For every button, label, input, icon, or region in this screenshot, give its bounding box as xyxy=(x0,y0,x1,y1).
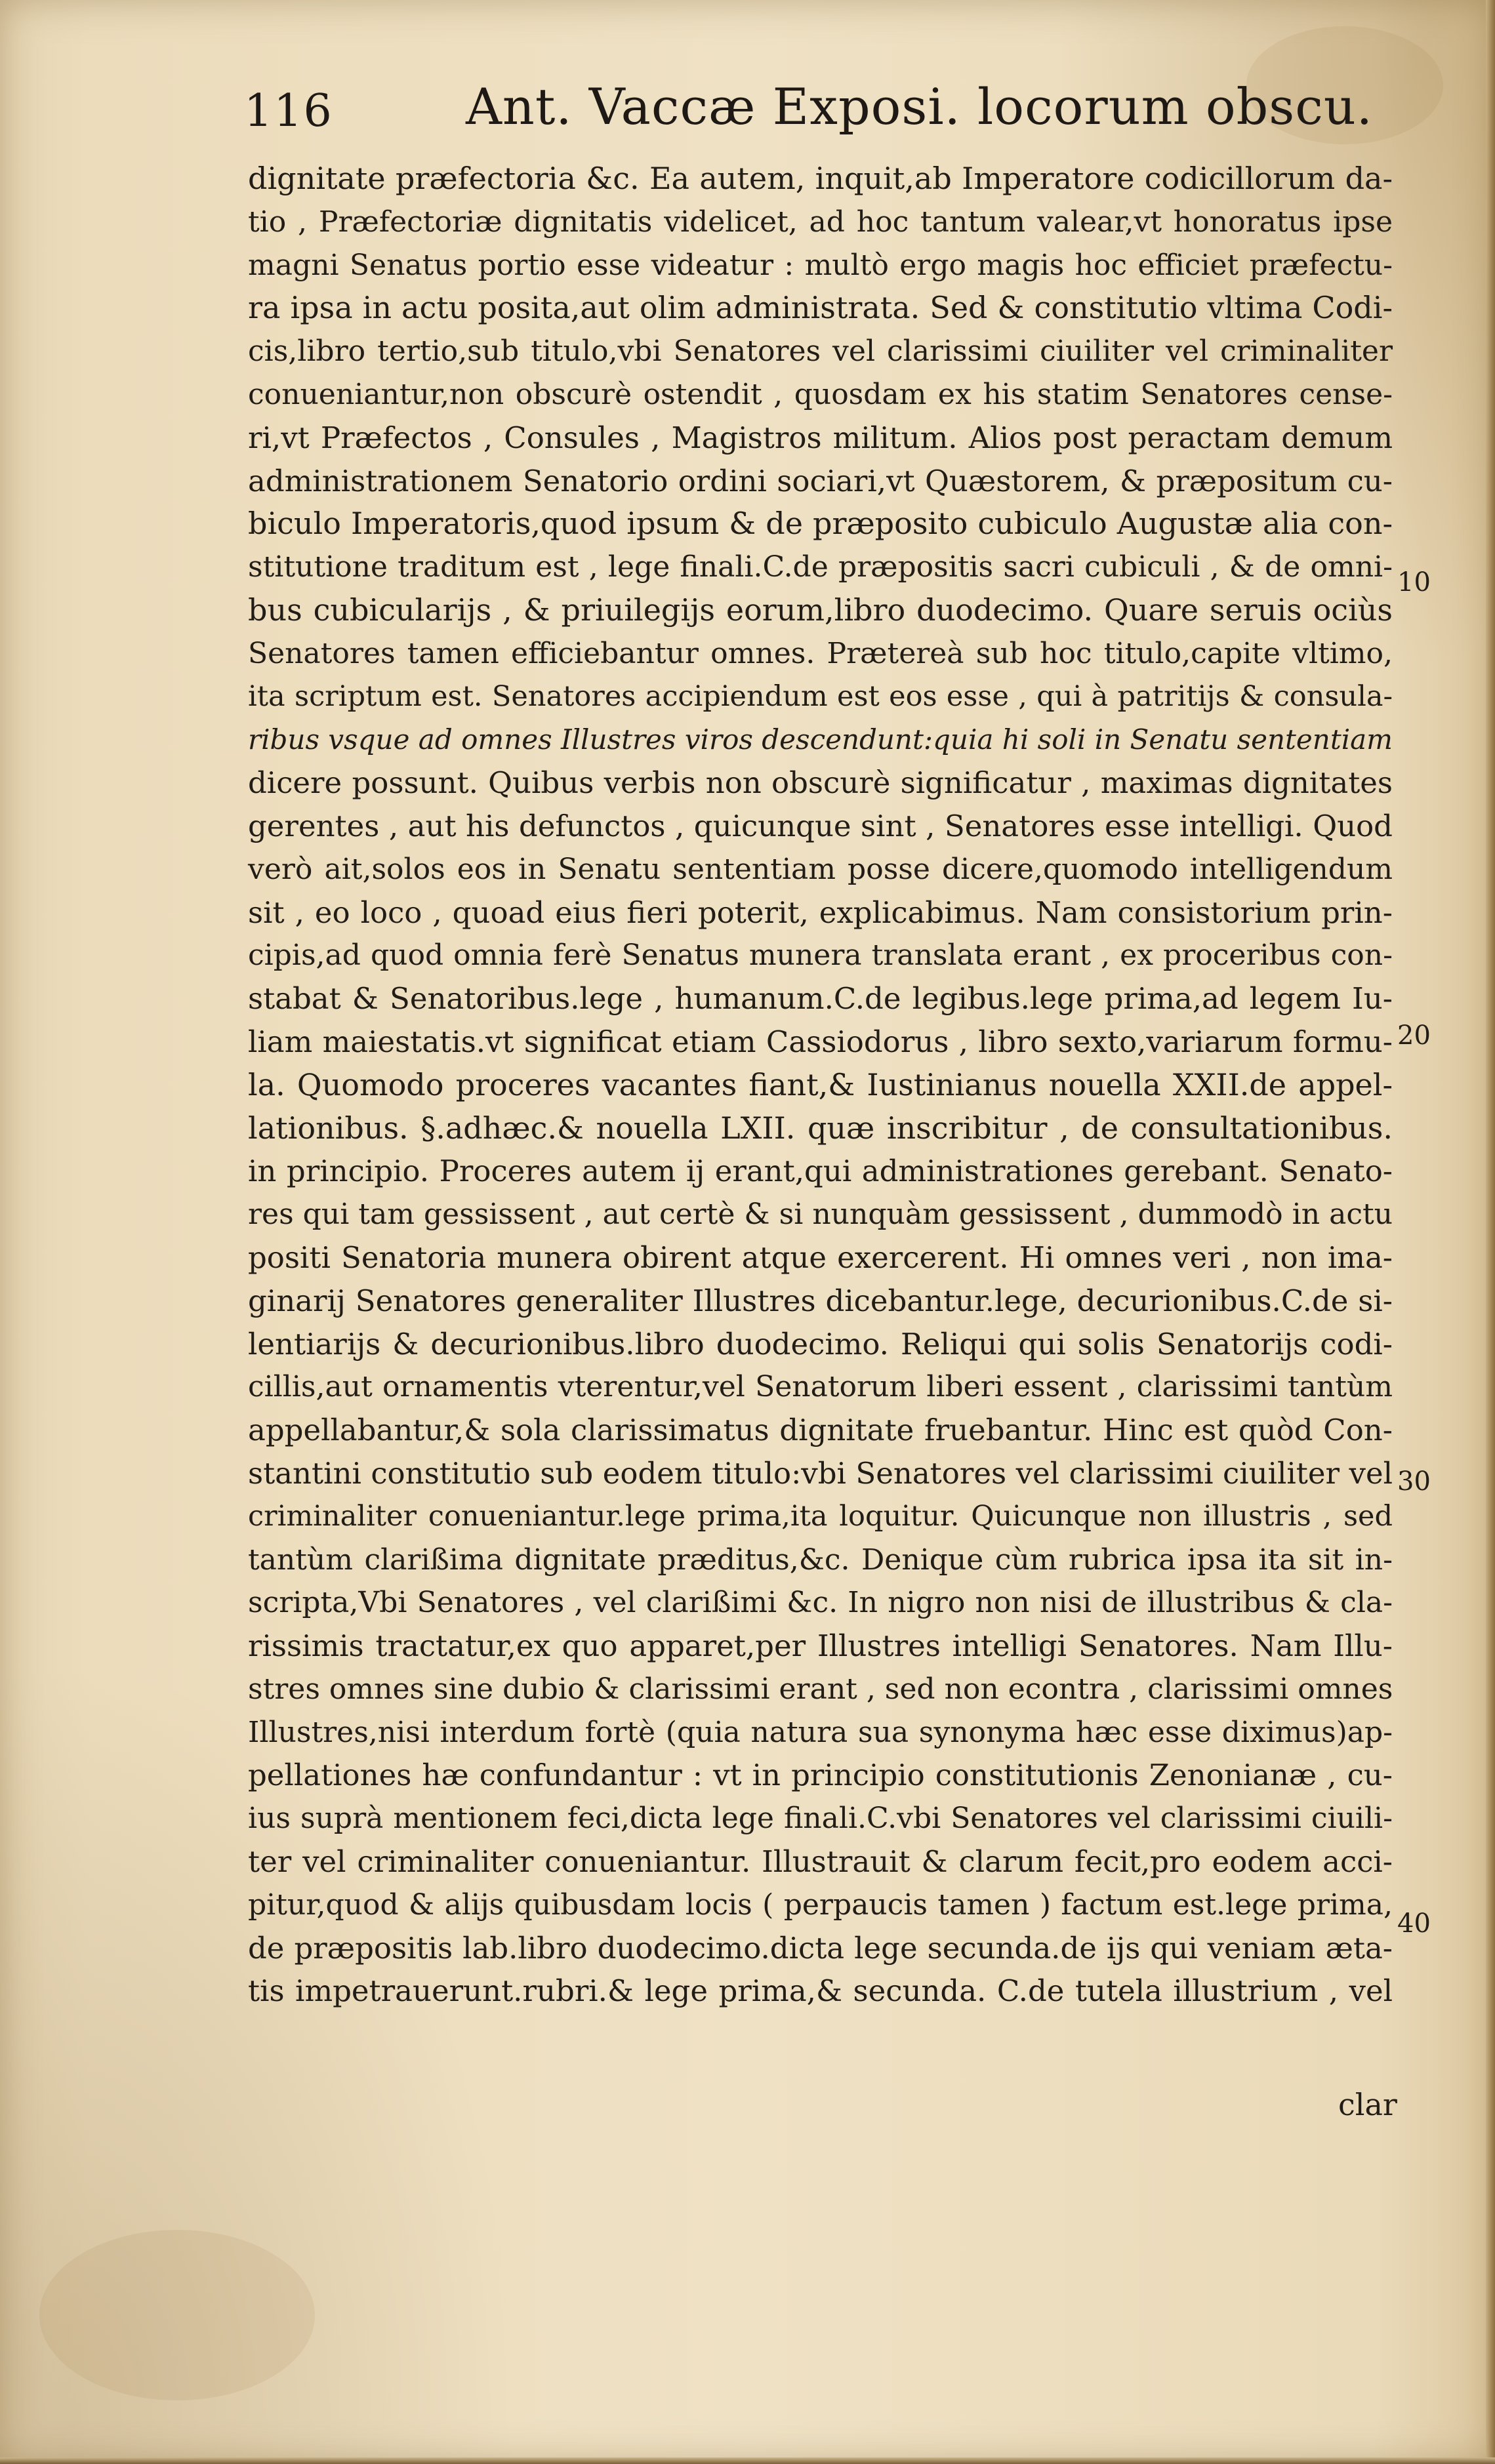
text-line: lationibus. §.adhæc.& nouella LXII. quæ inscribitur , de consultationibus. xyxy=(248,1110,1393,1146)
text-line: lentiarijs & decurionibus.libro duodecimo. Reliqui qui solis Senatorijs codi- xyxy=(248,1326,1393,1362)
catchword: clar xyxy=(1338,2087,1397,2122)
text-line: ginarij Senatores generaliter Illustres dicebantur.lege, decurionibus.C.de si- xyxy=(248,1283,1393,1318)
text-line: magni Senatus portio esse videatur : multò ergo magis hoc efficiet præfectu- xyxy=(248,248,1393,282)
page-edge-right xyxy=(1486,0,1495,2464)
text-line-italic: ribus vsque ad omnes Illustres viros descendunt:quia hi soli in Senatu sententiam xyxy=(248,723,1393,756)
margin-line-number: 40 xyxy=(1397,1909,1431,1939)
margin-line-number: 20 xyxy=(1397,1020,1431,1051)
text-line: la. Quomodo proceres vacantes fiant,& Iustinianus nouella XXII.de appel- xyxy=(248,1066,1393,1102)
text-line: dicere possunt. Quibus verbis non obscurè significatur , maximas dignitates xyxy=(248,765,1393,801)
text-line: sit , eo loco , quoad eius fieri poterit, explicabimus. Nam consistorium prin- xyxy=(248,895,1393,930)
text-line: verò ait,solos eos in Senatu sententiam posse dicere,quomodo intelligendum xyxy=(248,852,1393,886)
text-line: res qui tam gessissent , aut certè & si nunquàm gessissent , dummodò in actu xyxy=(248,1198,1393,1232)
text-line: in principio. Proceres autem ij erant,qui administrationes gerebant. Senato- xyxy=(248,1154,1393,1189)
text-line: stitutione traditum est , lege finali.C.de præpositis sacri cubiculi , & de omni- xyxy=(248,550,1393,584)
text-line: tio , Præfectoriæ dignitatis videlicet, ad hoc tantum valear,vt honoratus ipse xyxy=(248,205,1393,239)
text-line: ri,vt Præfectos , Consules , Magistros militum. Alios post peractam demum xyxy=(248,420,1393,455)
text-line: ter vel criminaliter conueniantur. Illustrauit & clarum fecit,pro eodem acci- xyxy=(248,1844,1393,1880)
text-line: ius suprà mentionem feci,dicta lege finali.C.vbi Senatores vel clarissimi ciuili- xyxy=(248,1802,1393,1836)
text-line: cipis,ad quod omnia ferè Senatus munera translata erant , ex proceribus con- xyxy=(248,939,1393,973)
text-line: de præpositis lab.libro duodecimo.dicta lege secunda.de ijs qui veniam æta- xyxy=(248,1930,1393,1966)
paper-stain xyxy=(39,2230,315,2400)
text-line: stabat & Senatoribus.lege , humanum.C.de legibus.lege prima,ad legem Iu- xyxy=(248,981,1393,1017)
text-line: scripta,Vbi Senatores , vel clarißimi &c. In nigro non nisi de illustribus & cla- xyxy=(248,1586,1393,1620)
margin-line-number: 10 xyxy=(1397,567,1431,597)
text-line: pitur,quod & alijs quibusdam locis ( perpaucis tamen ) factum est.lege prima, xyxy=(248,1888,1393,1922)
text-line: criminaliter conueniantur.lege prima,ita loquitur. Quicunque non illustris , sed xyxy=(248,1499,1393,1533)
text-line: gerentes , aut his defunctos , quicunque sint , Senatores esse intelligi. Quod xyxy=(248,808,1393,843)
text-line: ita scriptum est. Senatores accipiendum est eos esse , qui à patritijs & consula- xyxy=(248,679,1393,713)
text-line: cis,libro tertio,sub titulo,vbi Senatores vel clarissimi ciuiliter vel criminaliter xyxy=(248,334,1393,369)
text-line: conueniantur,non obscurè ostendit , quosdam ex his statim Senatores cense- xyxy=(248,377,1393,411)
text-line: administrationem Senatorio ordini sociari,vt Quæstorem, & præpositum cu- xyxy=(248,463,1393,498)
text-line: pellationes hæ confundantur : vt in principio constitutionis Zenonianæ , cu- xyxy=(248,1758,1393,1793)
text-line: bus cubicularijs , & priuilegijs eorum,libro duodecimo. Quare seruis ociùs xyxy=(248,592,1393,628)
page-edge-bottom xyxy=(0,2457,1495,2464)
running-head: Ant. Vaccæ Exposi. locorum obscu. xyxy=(466,77,1373,136)
text-line: biculo Imperatoris,quod ipsum & de præposito cubiculo Augustæ alia con- xyxy=(248,506,1393,542)
text-line: positi Senatoria munera obirent atque exercerent. Hi omnes veri , non ima- xyxy=(248,1240,1393,1275)
margin-line-number: 30 xyxy=(1397,1466,1431,1497)
text-line: tis impetrauerunt.rubri.& lege prima,& secunda. C.de tutela illustrium , vel xyxy=(248,1973,1393,2009)
text-line: ra ipsa in actu posita,aut olim administrata. Sed & constitutio vltima Codi- xyxy=(248,290,1393,326)
text-line: stantini constitutio sub eodem titulo:vbi Senatores vel clarissimi ciuiliter vel xyxy=(248,1455,1393,1491)
body-text xyxy=(248,157,1393,2013)
page-number: 116 xyxy=(244,85,333,137)
text-line: liam maiestatis.vt significat etiam Cassiodorus , libro sexto,variarum formu- xyxy=(248,1024,1393,1059)
text-line: Senatores tamen efficiebantur omnes. Prætereà sub hoc titulo,capite vltimo, xyxy=(248,636,1393,670)
text-line: Illustres,nisi interdum fortè (quia natura sua synonyma hæc esse diximus)ap- xyxy=(248,1715,1393,1749)
text-line: cillis,aut ornamentis vterentur,vel Senatorum liberi essent , clarissimi tantùm xyxy=(248,1370,1393,1404)
text-line: dignitate præfectoria &c. Ea autem, inquit,ab Imperatore codicillorum da- xyxy=(248,161,1393,196)
text-line: rissimis tractatur,ex quo apparet,per Illustres intelligi Senatores. Nam Illu- xyxy=(248,1628,1393,1664)
text-line: stres omnes sine dubio & clarissimi erant , sed non econtra , clarissimi omnes xyxy=(248,1672,1393,1706)
text-line: appellabantur,& sola clarissimatus dignitate fruebantur. Hinc est quòd Con- xyxy=(248,1413,1393,1448)
text-line: tantùm clarißima dignitate præditus,&c. Denique cùm rubrica ipsa ita sit in- xyxy=(248,1543,1393,1577)
